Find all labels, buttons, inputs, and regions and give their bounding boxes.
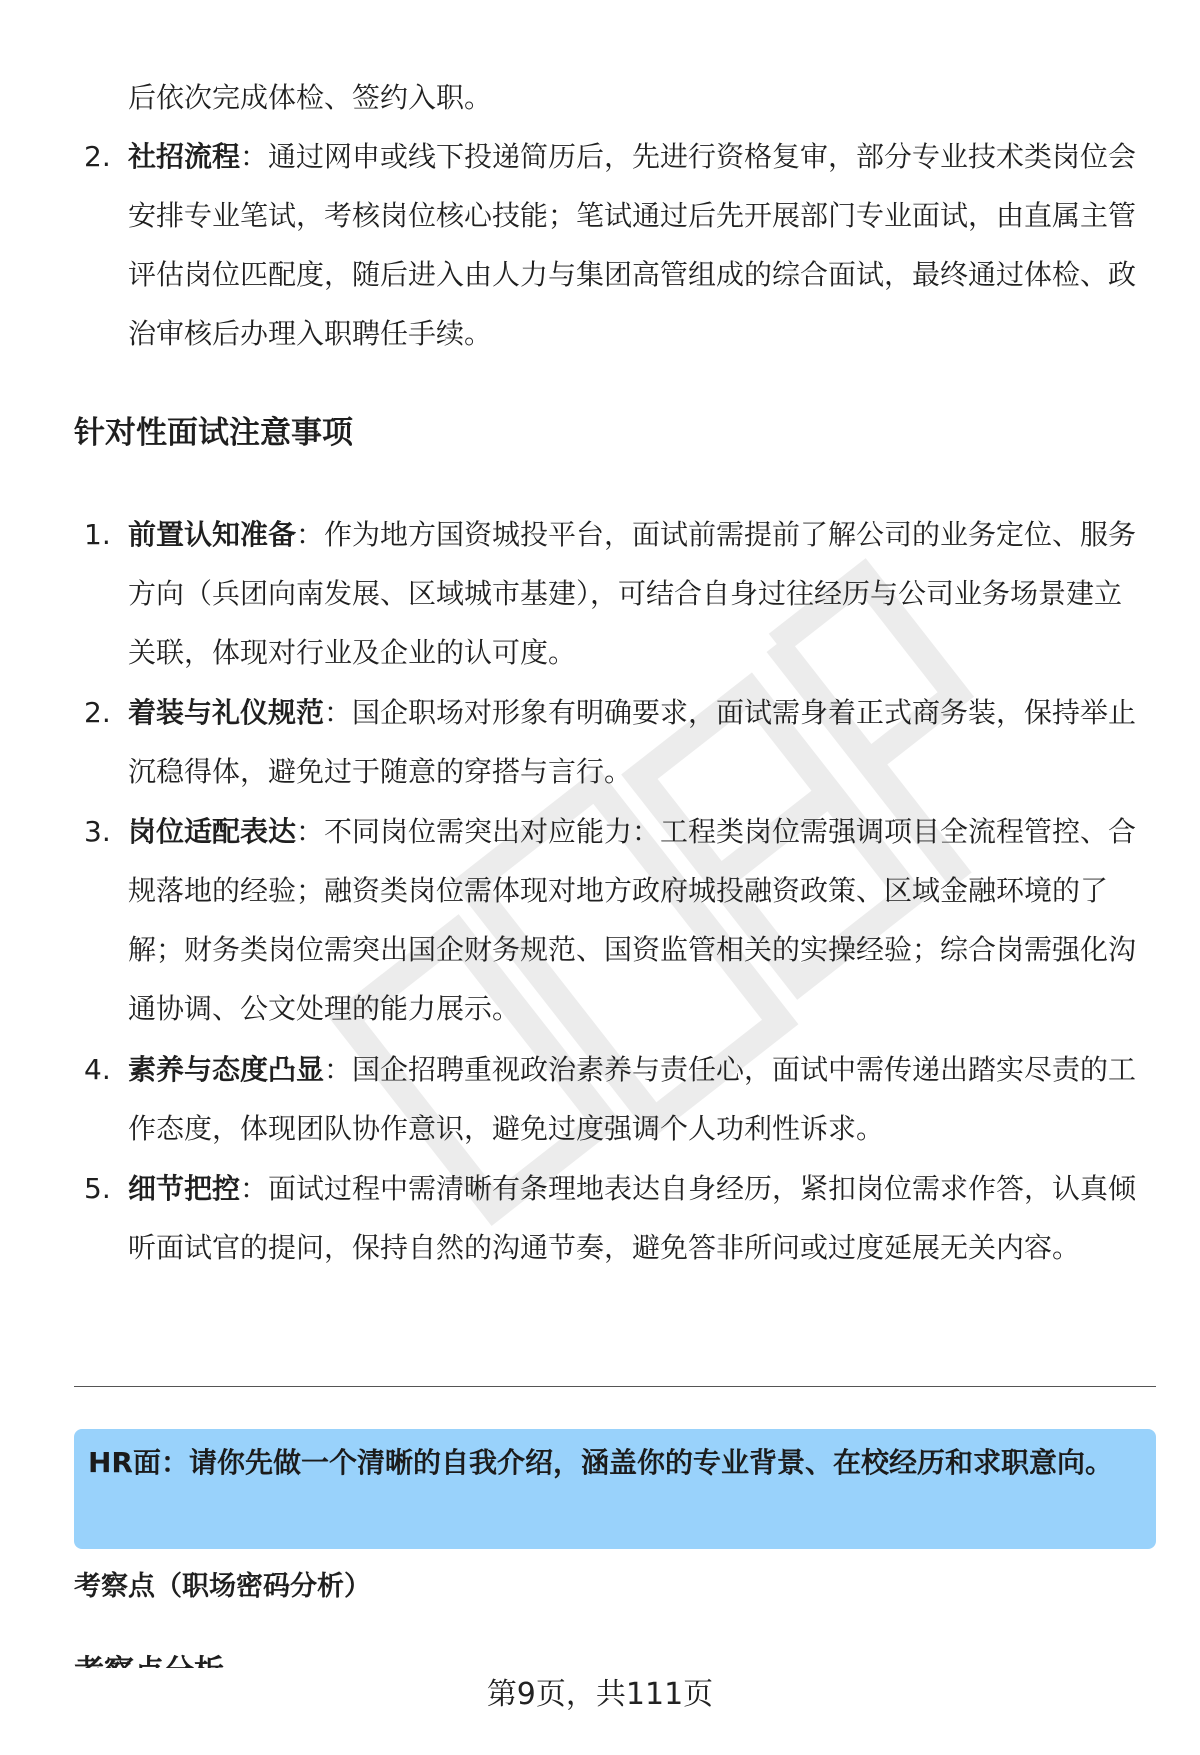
list-item-body <box>128 802 1144 1038</box>
list-number: 4. <box>84 1053 111 1086</box>
list-item-attire <box>74 683 1144 801</box>
list-item-details <box>74 1159 1144 1277</box>
list-item-text: 国企招聘重视政治素养与责任心，面试中需传递出踏实尽责的工作态度，体现团队协作意识，避免过度强调个人功利性诉求。 <box>128 1053 1137 1145</box>
section-divider <box>74 1386 1156 1387</box>
list-item-separator: ： <box>240 1172 269 1205</box>
list-item-label: 着装与礼仪规范 <box>128 696 325 729</box>
list-number: 2. <box>84 696 111 729</box>
hr-question-box: HR面：请你先做一个清晰的自我介绍，涵盖你的专业背景、在校经历和求职意向。 <box>74 1429 1156 1549</box>
list-item-body <box>128 1040 1144 1158</box>
list-item-social-recruitment <box>74 127 1144 363</box>
list-item-separator: ： <box>324 1053 353 1086</box>
continuation-text: 后依次完成体检、签约入职。 <box>128 81 493 114</box>
list-number: 3. <box>84 815 111 848</box>
list-item-separator: ： <box>296 815 325 848</box>
list-number: 2. <box>84 140 111 173</box>
analysis-heading: 考察点（职场密码分析） <box>74 1571 371 1602</box>
list-item-separator: ： <box>240 140 269 173</box>
list-item-separator: ： <box>296 518 325 551</box>
section-heading: 针对性面试注意事项 <box>74 415 353 451</box>
list-item-attitude <box>74 1040 1144 1158</box>
list-item-body <box>128 505 1144 682</box>
list-item-label: 社招流程 <box>128 140 241 173</box>
list-item-label: 前置认知准备 <box>128 518 297 551</box>
list-item-label: 素养与态度凸显 <box>128 1053 325 1086</box>
list-item-body <box>128 1159 1144 1277</box>
list-item-text: 面试过程中需清晰有条理地表达自身经历，紧扣岗位需求作答，认真倾听面试官的提问，保持自然的沟通节奏，避免答非所问或过度延展无关内容。 <box>128 1172 1137 1264</box>
list-item-label: 岗位适配表达 <box>128 815 297 848</box>
page-number: 第9页，共111页 <box>486 1677 714 1712</box>
list-item-separator: ： <box>324 696 353 729</box>
list-number: 1. <box>84 518 111 551</box>
list-item-role-fit <box>74 802 1144 1038</box>
list-item-preparation <box>74 505 1144 682</box>
list-item-text: 作为地方国资城投平台，面试前需提前了解公司的业务定位、服务方向（兵团向南发展、区域城市基建），可结合自身过往经历与公司业务场景建立关联，体现对行业及企业的认可度。 <box>128 518 1137 669</box>
list-item-text: 通过网申或线下投递简历后，先进行资格复审，部分专业技术类岗位会安排专业笔试，考核岗位核心技能；笔试通过后先开展部门专业面试，由直属主管评估岗位匹配度，随后进入由人力与集团高管组成的综合面试，最终通过体检、政治审核后办理入职聘任手续。 <box>128 140 1137 350</box>
list-item-text: 不同岗位需突出对应能力：工程类岗位需强调项目全流程管控、合规落地的经验；融资类岗位需体现对地方政府城投融资政策、区域金融环境的了解；财务类岗位需突出国企财务规范、国资监管相关的实操经验；综合岗需强化沟通协调、公文处理的能力展示。 <box>128 815 1137 1025</box>
list-number: 5. <box>84 1172 111 1205</box>
list-item-body <box>128 683 1144 801</box>
list-item-body <box>128 127 1144 363</box>
list-item-text: 国企职场对形象有明确要求，面试需身着正式商务装，保持举止沉稳得体，避免过于随意的穿搭与言行。 <box>128 696 1137 788</box>
list-item-label: 细节把控 <box>128 1172 241 1205</box>
